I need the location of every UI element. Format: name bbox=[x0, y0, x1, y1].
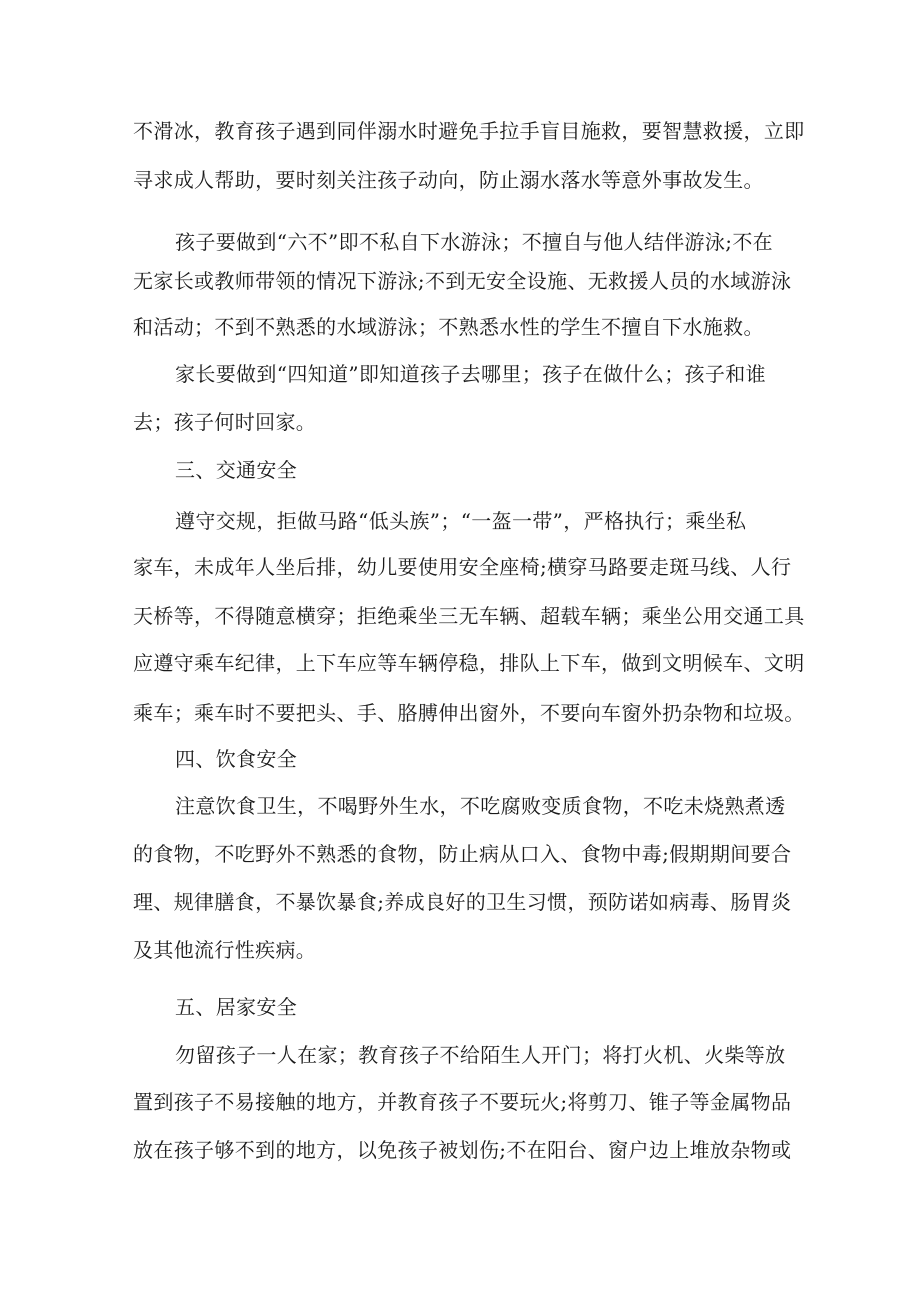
text-line: 去；孩子何时回家。 bbox=[133, 410, 317, 434]
text-line: 置到孩子不易接触的地方，并教育孩子不要玩火;将剪刀、锥子等金属物品 bbox=[133, 1090, 792, 1114]
text-line: 理、规律膳食，不暴饮暴食;养成良好的卫生习惯，预防诺如病毒、肠胃炎 bbox=[133, 890, 792, 914]
text-line: 应遵守乘车纪律，上下车应等车辆停稳，排队上下车，做到文明候车、文明 bbox=[133, 651, 805, 675]
text-line: 不滑冰，教育孩子遇到同伴溺水时避免手拉手盲目施救，要智慧救援，立即 bbox=[133, 119, 805, 143]
text-line: 的食物，不吃野外不熟悉的食物，防止病从口入、食物中毒;假期期间要合 bbox=[133, 842, 792, 866]
section-heading: 三、交通安全 bbox=[175, 458, 298, 482]
text-line: 家车，未成年人坐后排，幼儿要使用安全座椅;横穿马路要走斑马线、人行 bbox=[133, 555, 792, 579]
text-line: 天桥等，不得随意横穿；拒绝乘坐三无车辆、超载车辆；乘坐公用交通工具 bbox=[133, 604, 805, 628]
text-line: 寻求成人帮助，要时刻关注孩子动向，防止溺水落水等意外事故发生。 bbox=[133, 168, 764, 192]
text-line: 注意饮食卫生，不喝野外生水，不吃腐败变质食物，不吃未烧熟煮透 bbox=[175, 794, 786, 818]
text-line: 遵守交规，拒做马路“低头族”；“一盔一带”，严格执行；乘坐私 bbox=[175, 509, 747, 533]
text-line: 孩子要做到“六不”即不私自下水游泳；不擅自与他人结伴游泳;不在 bbox=[175, 230, 774, 254]
text-line: 和活动；不到不熟悉的水域游泳；不熟悉水性的学生不擅自下水施救。 bbox=[133, 315, 764, 339]
text-line: 放在孩子够不到的地方，以免孩子被划伤;不在阳台、窗户边上堆放杂物或 bbox=[133, 1138, 792, 1162]
section-heading: 五、居家安全 bbox=[175, 995, 298, 1019]
text-line: 无家长或教师带领的情况下游泳;不到无安全设施、无救援人员的水域游泳 bbox=[133, 269, 792, 293]
section-heading: 四、饮食安全 bbox=[175, 747, 298, 771]
text-line: 及其他流行性疾病。 bbox=[133, 938, 317, 962]
text-line: 勿留孩子一人在家；教育孩子不给陌生人开门；将打火机、火柴等放 bbox=[175, 1043, 786, 1067]
text-line: 家长要做到“四知道”即知道孩子去哪里；孩子在做什么；孩子和谁 bbox=[175, 362, 766, 386]
text-line: 乘车；乘车时不要把头、手、胳膊伸出窗外，不要向车窗外扔杂物和垃圾。 bbox=[133, 701, 805, 725]
